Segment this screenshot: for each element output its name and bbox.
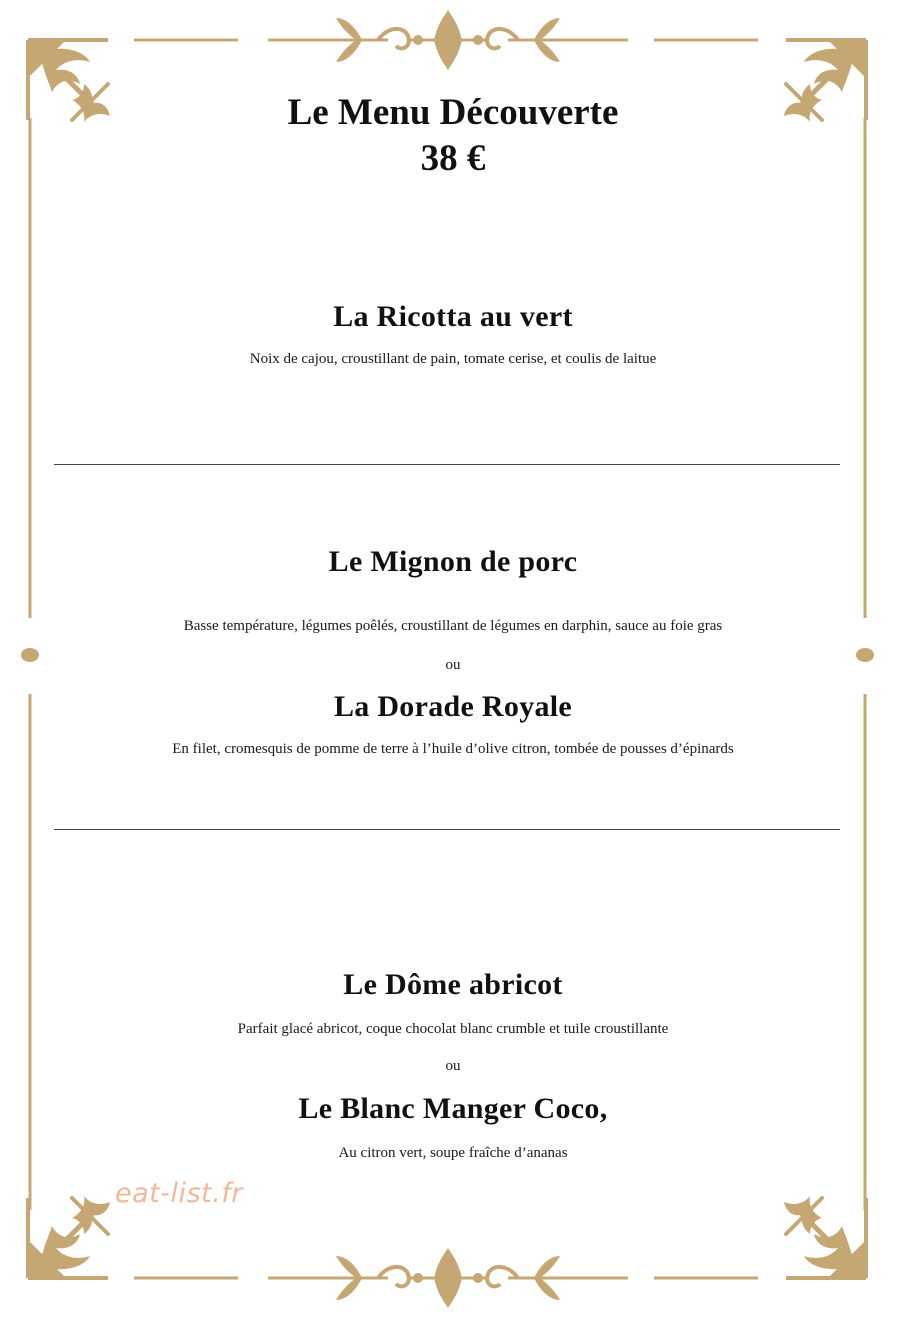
fleur-de-lis-corner-icon (784, 1196, 866, 1278)
section-divider (54, 464, 840, 465)
main-course-2-name: La Dorade Royale (333, 690, 573, 723)
fleur-de-lis-corner-icon (28, 1196, 110, 1278)
dessert-or: ou (445, 1058, 461, 1074)
main-course-2-description: En filet, cromesquis de pomme de terre à l’huile d’olive citron, tombée de pousses d’épinards (172, 741, 734, 757)
menu-title: Le Menu Découverte (287, 92, 619, 133)
scroll-flourish-icon (268, 10, 628, 70)
main-course-1-description: Basse température, légumes poêlés, croustillant de légumes en darphin, sauce au foie gras (183, 618, 723, 634)
main-course-1-name: Le Mignon de porc (328, 545, 578, 578)
dessert-2-name: Le Blanc Manger Coco, (298, 1092, 608, 1125)
watermark-text: eat-list.fr (115, 1178, 243, 1209)
starter-description: Noix de cajou, croustillant de pain, tomate cerise, et coulis de laitue (249, 351, 657, 367)
dessert-1-name: Le Dôme abricot (343, 968, 563, 1001)
section-divider (54, 829, 840, 830)
dessert-2-description: Au citron vert, soupe fraîche d’ananas (338, 1145, 568, 1161)
main-course-or: ou (445, 657, 461, 673)
dessert-1-description: Parfait glacé abricot, coque chocolat blanc crumble et tuile croustillante (237, 1021, 669, 1037)
scroll-flourish-icon (268, 1248, 628, 1308)
menu-price: 38 € (420, 138, 486, 179)
starter-name: La Ricotta au vert (333, 300, 573, 333)
